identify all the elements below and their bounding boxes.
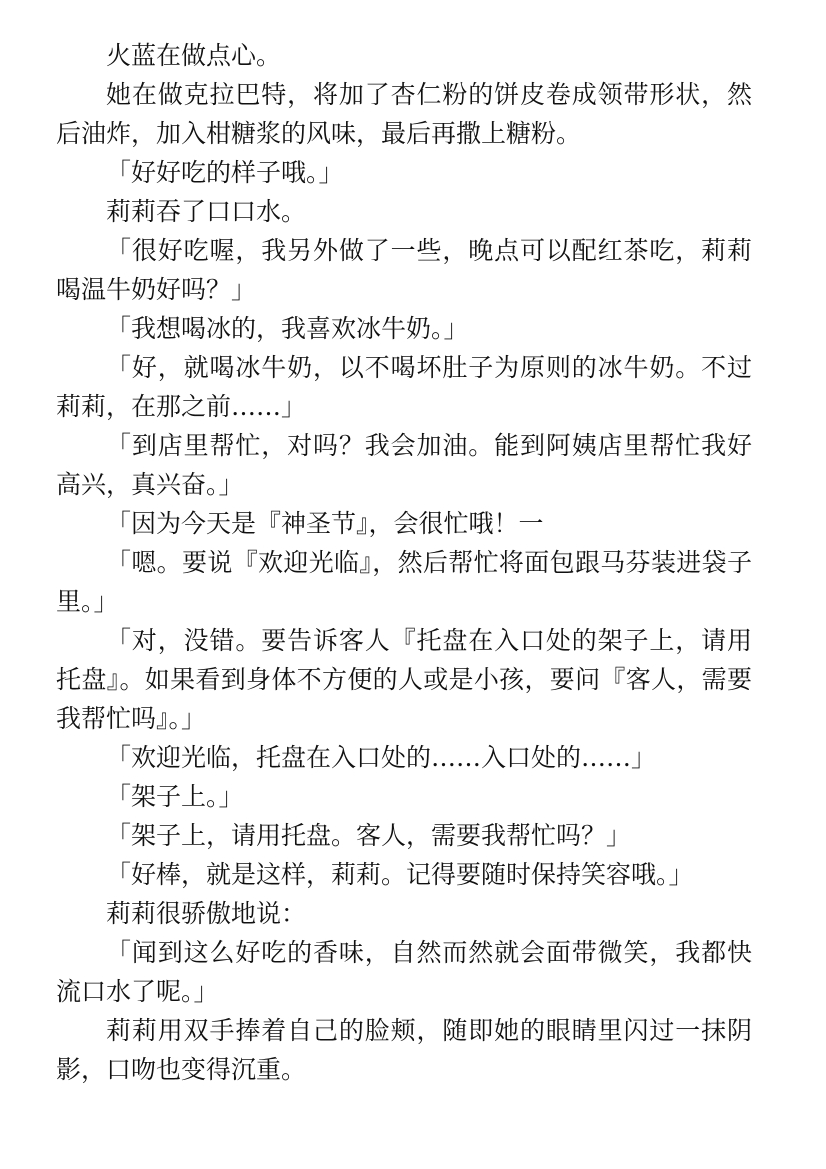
paragraph: 「很好吃喔，我另外做了一些，晚点可以配红茶吃，莉莉喝温牛奶好吗？」	[56, 236, 752, 304]
paragraph: 「好好吃的样子哦。」	[106, 158, 344, 187]
paragraph: 「我想喝冰的，我喜欢冰牛奶。」	[106, 314, 469, 343]
paragraph: 莉莉很骄傲地说：	[106, 899, 307, 928]
paragraph: 莉莉用双手捧着自己的脸颊，随即她的眼睛里闪过一抹阴影，口吻也变得沉重。	[56, 1016, 752, 1084]
paragraph: 「欢迎光临，托盘在入口处的……入口处的……」	[106, 743, 657, 772]
paragraph: 「到店里帮忙，对吗？我会加油。能到阿姨店里帮忙我好高兴，真兴奋。」	[56, 431, 752, 499]
paragraph: 「架子上，请用托盘。客人，需要我帮忙吗？」	[106, 821, 632, 850]
paragraph: 火蓝在做点心。	[106, 41, 282, 70]
paragraph: 莉莉吞了口口水。	[106, 197, 307, 226]
page-body	[56, 36, 752, 1089]
paragraph: 「闻到这么好吃的香味，自然而然就会面带微笑，我都快流口水了呢。」	[56, 938, 752, 1006]
paragraph: 「因为今天是『神圣节』，会很忙哦！一	[106, 509, 544, 538]
paragraph: 她在做克拉巴特，将加了杏仁粉的饼皮卷成领带形状，然后油炸，加入柑糖浆的风味，最后再撒上糖粉。	[56, 80, 752, 148]
paragraph: 「好棒，就是这样，莉莉。记得要随时保持笑容哦。」	[106, 860, 694, 889]
paragraph: 「架子上。」	[106, 782, 244, 811]
paragraph: 「对，没错。要告诉客人『托盘在入口处的架子上，请用托盘』。如果看到身体不方便的人或是小孩，要问『客人，需要我帮忙吗』。」	[56, 626, 752, 733]
paragraph: 「好，就喝冰牛奶，以不喝坏肚子为原则的冰牛奶。不过莉莉，在那之前……」	[56, 353, 752, 421]
paragraph: 「嗯。要说『欢迎光临』，然后帮忙将面包跟马芬装进袋子里。」	[56, 548, 752, 616]
